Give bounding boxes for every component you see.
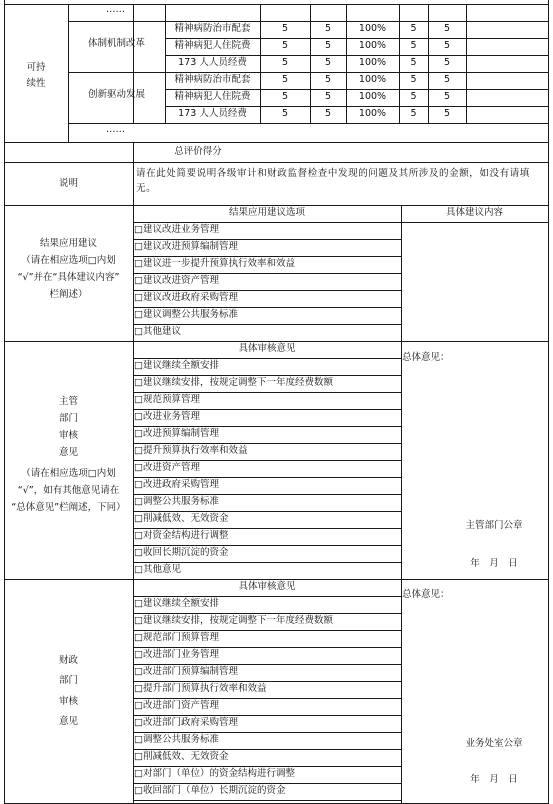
dept-opinion-checkbox[interactable]: □建议继续安排，按规定调整下一年度经费数额 bbox=[134, 377, 333, 388]
table-rule bbox=[133, 426, 401, 427]
group-name: 创新驱动发展 bbox=[87, 89, 145, 100]
value-cell: 5 bbox=[281, 74, 289, 85]
item-name: 173 人人员经费 bbox=[178, 57, 247, 68]
value-cell: 5 bbox=[281, 23, 289, 34]
dept-review-label: “√”，如有其他意见请在 bbox=[17, 485, 120, 496]
result-application-label: （请在相应选项□内划 bbox=[21, 255, 116, 266]
dept-overall-label: 总体意见： bbox=[402, 352, 450, 363]
dept-opinion-checkbox[interactable]: □改进政府采购管理 bbox=[134, 479, 219, 490]
value-cell: 5 bbox=[324, 91, 332, 102]
table-rule bbox=[133, 4, 134, 123]
rate-cell: 100% bbox=[358, 23, 387, 34]
rate-cell: 100% bbox=[358, 108, 387, 119]
ellipsis-bottom: …… bbox=[106, 124, 125, 135]
table-rule bbox=[133, 562, 401, 563]
table-rule bbox=[133, 800, 401, 801]
item-name: 精神病防治市配套 bbox=[174, 23, 251, 34]
dept-review-label: （请在相应选项□内划 bbox=[21, 468, 116, 479]
finance-opinion-checkbox[interactable]: □建议继续安排，按规定调整下一年度经费数额 bbox=[134, 615, 333, 626]
table-rule bbox=[133, 324, 401, 325]
table-rule bbox=[133, 545, 401, 546]
table-rule bbox=[133, 749, 401, 750]
options-header: 结果应用建议选项 bbox=[228, 207, 305, 218]
value-cell: 5 bbox=[410, 23, 417, 34]
suggestion-checkbox[interactable]: □建议进一步提升预算执行效率和效益 bbox=[134, 258, 295, 269]
item-name: 精神病防治市配套 bbox=[174, 74, 251, 85]
table-rule bbox=[4, 162, 548, 163]
suggestion-checkbox[interactable]: □建议改进资产管理 bbox=[134, 275, 219, 286]
finance-opinion-checkbox[interactable]: □削减低效、无效资金 bbox=[134, 751, 229, 762]
finance-review-label: 部门 bbox=[58, 675, 78, 686]
item-name: 精神病犯人住院费 bbox=[174, 40, 251, 51]
item-name: 173 人人员经费 bbox=[178, 108, 247, 119]
value-cell: 5 bbox=[324, 108, 332, 119]
dept-opinion-checkbox[interactable]: □建议继续全额安排 bbox=[134, 360, 219, 371]
suggestion-checkbox[interactable]: □建议改进预算编制管理 bbox=[134, 241, 238, 252]
result-application-label: 结果应用建议 bbox=[39, 238, 97, 249]
dept-opinion-checkbox[interactable]: □对资金结构进行调整 bbox=[134, 530, 229, 541]
value-cell: 5 bbox=[443, 91, 451, 102]
table-rule bbox=[68, 4, 69, 142]
rate-cell: 100% bbox=[358, 40, 387, 51]
table-rule bbox=[133, 307, 401, 308]
dept-opinion-checkbox[interactable]: □改进预算编制管理 bbox=[134, 428, 219, 439]
table-rule bbox=[165, 55, 548, 56]
value-cell: 5 bbox=[281, 40, 289, 51]
table-rule bbox=[133, 766, 401, 767]
value-cell: 5 bbox=[281, 57, 289, 68]
value-cell: 5 bbox=[443, 108, 451, 119]
finance-opinion-checkbox[interactable]: □改进部门业务管理 bbox=[134, 649, 219, 660]
finance-opinion-checkbox[interactable]: □提升部门预算执行效率和效益 bbox=[134, 683, 267, 694]
table-rule bbox=[133, 239, 401, 240]
value-cell: 5 bbox=[281, 108, 289, 119]
explanation-label: 说明 bbox=[58, 178, 78, 189]
value-cell: 5 bbox=[324, 40, 332, 51]
value-cell: 5 bbox=[324, 57, 332, 68]
table-rule bbox=[133, 460, 401, 461]
dept-opinion-checkbox[interactable]: □改进资产管理 bbox=[134, 462, 200, 473]
finance-opinion-checkbox[interactable]: □建议继续全额安排 bbox=[134, 598, 219, 609]
table-rule bbox=[466, 4, 467, 123]
finance-opinion-checkbox[interactable]: □改进部门预算编制管理 bbox=[134, 666, 238, 677]
finance-opinion-checkbox[interactable]: □规范部门预算管理 bbox=[134, 632, 219, 643]
finance-seal-label: 业务处室公章 bbox=[465, 738, 523, 749]
table-rule bbox=[133, 375, 401, 376]
table-rule bbox=[133, 698, 401, 699]
table-rule bbox=[133, 358, 401, 359]
table-rule bbox=[133, 647, 401, 648]
table-right-border bbox=[548, 0, 549, 804]
dept-review-label: 主管 bbox=[58, 396, 78, 407]
table-rule bbox=[165, 106, 548, 107]
value-cell: 5 bbox=[443, 74, 451, 85]
dept-date-label: 年 月 日 bbox=[470, 558, 518, 569]
finance-overall-label: 总体意见： bbox=[402, 589, 450, 600]
value-cell: 5 bbox=[410, 74, 417, 85]
sustainability-label: 可持 bbox=[26, 62, 46, 73]
dept-review-label: 部门 bbox=[58, 413, 78, 424]
table-rule bbox=[133, 494, 401, 495]
table-rule bbox=[165, 38, 548, 39]
table-rule bbox=[133, 477, 401, 478]
finance-opinion-checkbox[interactable]: □调整公共服务标准 bbox=[134, 734, 219, 745]
finance-review-label: 财政 bbox=[58, 655, 78, 666]
value-cell: 5 bbox=[410, 91, 417, 102]
rate-cell: 100% bbox=[358, 91, 387, 102]
dept-seal-label: 主管部门公章 bbox=[465, 520, 523, 531]
rate-cell: 100% bbox=[358, 57, 387, 68]
table-rule bbox=[133, 664, 401, 665]
table-rule bbox=[68, 21, 548, 22]
value-cell: 5 bbox=[410, 40, 417, 51]
value-cell: 5 bbox=[443, 57, 451, 68]
table-rule bbox=[133, 596, 401, 597]
value-cell: 5 bbox=[443, 40, 451, 51]
table-rule bbox=[133, 290, 401, 291]
ellipsis-top: …… bbox=[106, 4, 125, 15]
finance-opinion-checkbox[interactable]: □改进部门资产管理 bbox=[134, 700, 219, 711]
dept-review-label: 审核 bbox=[58, 430, 78, 441]
group-name: 体制机制改革 bbox=[87, 38, 145, 49]
dept-opinion-checkbox[interactable]: □提升预算执行效率和效益 bbox=[134, 445, 248, 456]
table-rule bbox=[133, 681, 401, 682]
table-rule bbox=[68, 123, 548, 124]
table-rule bbox=[4, 579, 548, 580]
table-rule bbox=[133, 443, 401, 444]
item-name: 精神病犯人住院费 bbox=[174, 91, 251, 102]
table-rule bbox=[133, 392, 401, 393]
table-rule bbox=[133, 273, 401, 274]
total-score-label: 总评价得分 bbox=[174, 146, 222, 157]
content-header: 具体建议内容 bbox=[445, 207, 503, 218]
dept-opinion-checkbox[interactable]: □收回长期沉淀的资金 bbox=[134, 547, 229, 558]
finance-opinions-header: 具体审核意见 bbox=[238, 581, 296, 592]
value-cell: 5 bbox=[410, 108, 417, 119]
finance-review-label: 意见 bbox=[58, 716, 78, 727]
table-rule bbox=[68, 72, 548, 73]
dept-review-label: 意见 bbox=[58, 447, 78, 458]
sustainability-label-cont: 续性 bbox=[26, 78, 46, 89]
table-rule bbox=[133, 511, 401, 512]
suggestion-checkbox[interactable]: □建议改进业务管理 bbox=[134, 224, 219, 235]
table-rule bbox=[4, 341, 548, 342]
dept-opinion-checkbox[interactable]: □调整公共服务标准 bbox=[134, 496, 219, 507]
suggestion-checkbox[interactable]: □建议改进政府采购管理 bbox=[134, 292, 238, 303]
finance-opinion-checkbox[interactable]: □改进部门政府采购管理 bbox=[134, 717, 238, 728]
rate-cell: 100% bbox=[358, 74, 387, 85]
result-application-label: 栏阐述） bbox=[49, 289, 88, 300]
table-rule bbox=[133, 409, 401, 410]
dept-opinion-checkbox[interactable]: □改进业务管理 bbox=[134, 411, 200, 422]
table-rule bbox=[165, 89, 548, 90]
finance-opinion-checkbox[interactable]: □收回部门（单位）长期沉淀的资金 bbox=[134, 785, 286, 796]
table-rule bbox=[133, 783, 401, 784]
table-rule bbox=[4, 142, 548, 143]
value-cell: 5 bbox=[443, 23, 451, 34]
dept-review-label: “总体意见”栏阐述，下同） bbox=[11, 502, 126, 513]
suggestion-checkbox[interactable]: □建议调整公共服务标准 bbox=[134, 309, 238, 320]
value-cell: 5 bbox=[410, 57, 417, 68]
value-cell: 5 bbox=[324, 23, 332, 34]
value-cell: 5 bbox=[324, 74, 332, 85]
table-rule bbox=[133, 630, 401, 631]
dept-opinion-checkbox[interactable]: □其他意见 bbox=[134, 564, 181, 575]
table-rule bbox=[133, 715, 401, 716]
finance-review-label: 审核 bbox=[58, 696, 78, 707]
finance-date-label: 年 月 日 bbox=[470, 774, 518, 785]
table-rule bbox=[133, 256, 401, 257]
suggestion-checkbox[interactable]: □其他建议 bbox=[134, 326, 181, 337]
finance-opinion-checkbox[interactable]: □对部门（单位）的资金结构进行调整 bbox=[134, 768, 295, 779]
dept-opinions-header: 具体审核意见 bbox=[238, 343, 296, 354]
explanation-text: 请在此处简要说明各级审计和财政监督检查中发现的问题及其所涉及的金额，如没有请填无。 bbox=[136, 168, 530, 194]
value-cell: 5 bbox=[281, 91, 289, 102]
table-rule bbox=[4, 205, 548, 206]
result-application-label: “√”并在“具体建议内容” bbox=[17, 272, 120, 283]
table-rule bbox=[133, 222, 548, 223]
dept-opinion-checkbox[interactable]: □规范预算管理 bbox=[134, 394, 200, 405]
table-rule bbox=[133, 528, 401, 529]
table-rule bbox=[133, 732, 401, 733]
table-rule bbox=[401, 205, 402, 804]
table-rule bbox=[133, 613, 401, 614]
dept-opinion-checkbox[interactable]: □削减低效、无效资金 bbox=[134, 513, 229, 524]
